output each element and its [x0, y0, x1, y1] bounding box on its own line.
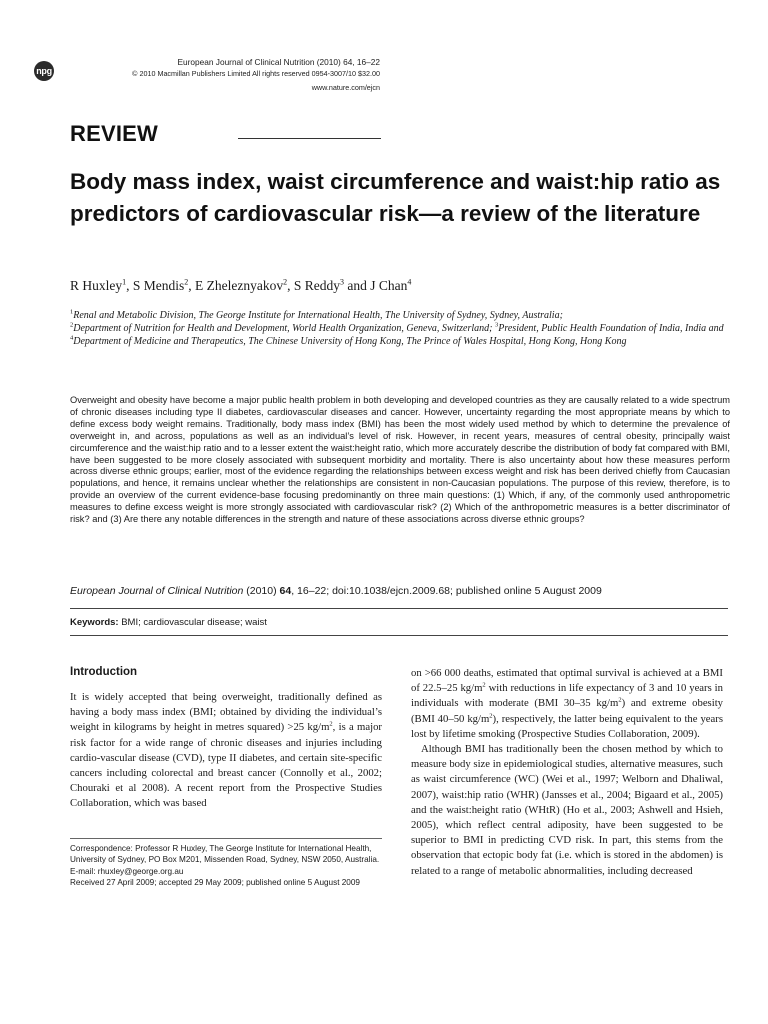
npg-logo-icon: npg — [34, 61, 54, 81]
body-paragraph: It is widely accepted that being overweight, traditionally defined as having a body mass index (BMI; obtained by dividing the individual’s weight in kilograms by height in metres squared) >25 $kg/m^2$, is a major risk factor for a wide range of chronic diseases and injuries including cardio-vascular disease (CVD), type II diabetes, and certain site-specific cancers including colorectal and breast cancer (Connolly et al., 2002; Chouraki et al 2008). A recent report from the Prospective Studies Collaboration, which was based — [70, 691, 382, 810]
section-label: REVIEW — [70, 121, 158, 146]
copyright-line: © 2010 Macmillan Publishers Limited All rights reserved 0954-3007/10 $32.00 — [132, 69, 380, 78]
footnote-divider — [70, 838, 382, 839]
body-column-left — [70, 690, 382, 812]
body-paragraph: on >66 000 deaths, estimated that optimal survival is achieved at a BMI of 22.5–25 $kg/m^2$ with reductions in life expectancy of 3 and 10 years in individuals with moderate (BMI 30–35 $kg/m^2$) and extreme obesity (BMI 40–50 $kg/m^2$), respectively, the latter being equivalent to the years lost by lifetime smoking (Prospective Studies Collaboration, 2009). — [411, 667, 724, 740]
article-citation: European Journal of Clinical Nutrition (2010) 64, 16–22; doi:10.1038/ejcn.2009.68; published online 5 August 2009 — [70, 585, 602, 597]
author-list: R Huxley$^1$, S Mendis$^2$, E Zheleznyakov$^2$, S Reddy$^3$ and J Chan$^4$ — [70, 277, 412, 293]
author: J Chan$^4$ — [370, 277, 412, 293]
keywords-divider — [70, 635, 728, 636]
journal-header — [0, 57, 380, 93]
body-column-right — [411, 666, 723, 879]
author: E Zheleznyakov$^2$ — [195, 277, 288, 293]
header-divider — [238, 138, 381, 139]
correspondence-address: Correspondence: Professor R Huxley, The George Institute for International Health, University of Sydney, PO Box M201, Missenden Road, Sydney, NSW 2050, Australia. — [70, 844, 380, 865]
body-paragraph: Although BMI has traditionally been the chosen method by which to measure body size in epidemiological studies, alternative measures, such as waist circumference (WC) (Wei et al., 1997; Welborn and Dhaliwal, 2007), waist:hip ratio (WHR) (Jansses et al., 2004; Bigaard et al., 2005) and the waist:height ratio (WHtR) (Ho et al., 2003; Ashwell and Hsieh, 2005), which reflect central adiposity, have been suggested to be superior to BMI in predicting CVD risk. In part, this stems from the observation that ectopic body fat (i.e. which is stored in the abdomen) is related to a range of metabolic abnormalities, including decreased — [411, 743, 723, 877]
introduction-heading: Introduction — [70, 666, 138, 678]
article-title: Body mass index, waist circumference and waist:hip ratio as predictors of cardiovascular risk—a review of the literature — [70, 169, 721, 226]
affiliations: $^1$Renal and Metabolic Division, The George Institute for International Health, The University of Sydney, Sydney, Australia; $^2$Department of Nutrition for Health and Development, World Health Organization, Geneva, Switzerland; $^3$President, Public Health Foundation of India, India and $^4$Department of Medicine and Therapeutics, The Chinese University of Hong Kong, The Prince of Wales Hospital, Hong Kong, Hong Kong — [70, 308, 724, 347]
abstract: Overweight and obesity have become a major public health problem in both developing and developed countries as they are causally related to a wide spectrum of chronic diseases including type II diabetes, cardiovascular diseases and cancer. However, uncertainty regarding the most appropriate means by which to define excess body weight remains. Traditionally, body mass index (BMI) has been the most widely used method by which to determine the prevalence of overweight in, and across, populations as well as an individual’s level of risk. However, in recent years, measures of central obesity, principally waist circumference and the waist:hip ratio and to a lesser extent the waist:height ratio, which more accurately describe the distribution of body fat compared with BMI, have been suggested to be more closely associated with subsequent morbidity and mortality. There is also uncertainty about how these measures perform across diverse ethnic groups; earlier, most of the evidence regarding the relationships between excess weight and risk has been derived chiefly from Caucasian populations, and hence, it remains unclear whether the relationships are consistent in non-Caucasian populations. The purpose of this review, therefore, is to provide an overview of the current evidence-base focusing predominantly on three main questions: (1) Which, if any, of the commonly used anthropometric measures to define excess weight is more strongly associated with cardiovascular risk? (2) Which of the anthropometric measures is a better discriminator of risk? and (3) Are there any notable differences in the strength and nature of these associations across diverse ethnic groups? — [70, 395, 730, 525]
correspondence-email: E-mail: rhuxley@george.org.au — [70, 866, 184, 876]
author: R Huxley$^1$ — [70, 277, 127, 293]
received-dates: Received 27 April 2009; accepted 29 May 2009; published online 5 August 2009 — [70, 878, 360, 888]
correspondence-footnote — [70, 843, 382, 889]
journal-url-link[interactable]: www.nature.com/ejcn — [311, 83, 380, 92]
author: S Mendis$^2$ — [132, 277, 189, 293]
keywords: Keywords: BMI; cardiovascular disease; waist — [70, 617, 267, 628]
author: S Reddy$^3$ — [293, 277, 344, 293]
journal-citation-line: European Journal of Clinical Nutrition (2010) 64, 16–22 — [177, 57, 380, 67]
abstract-divider — [70, 608, 728, 609]
